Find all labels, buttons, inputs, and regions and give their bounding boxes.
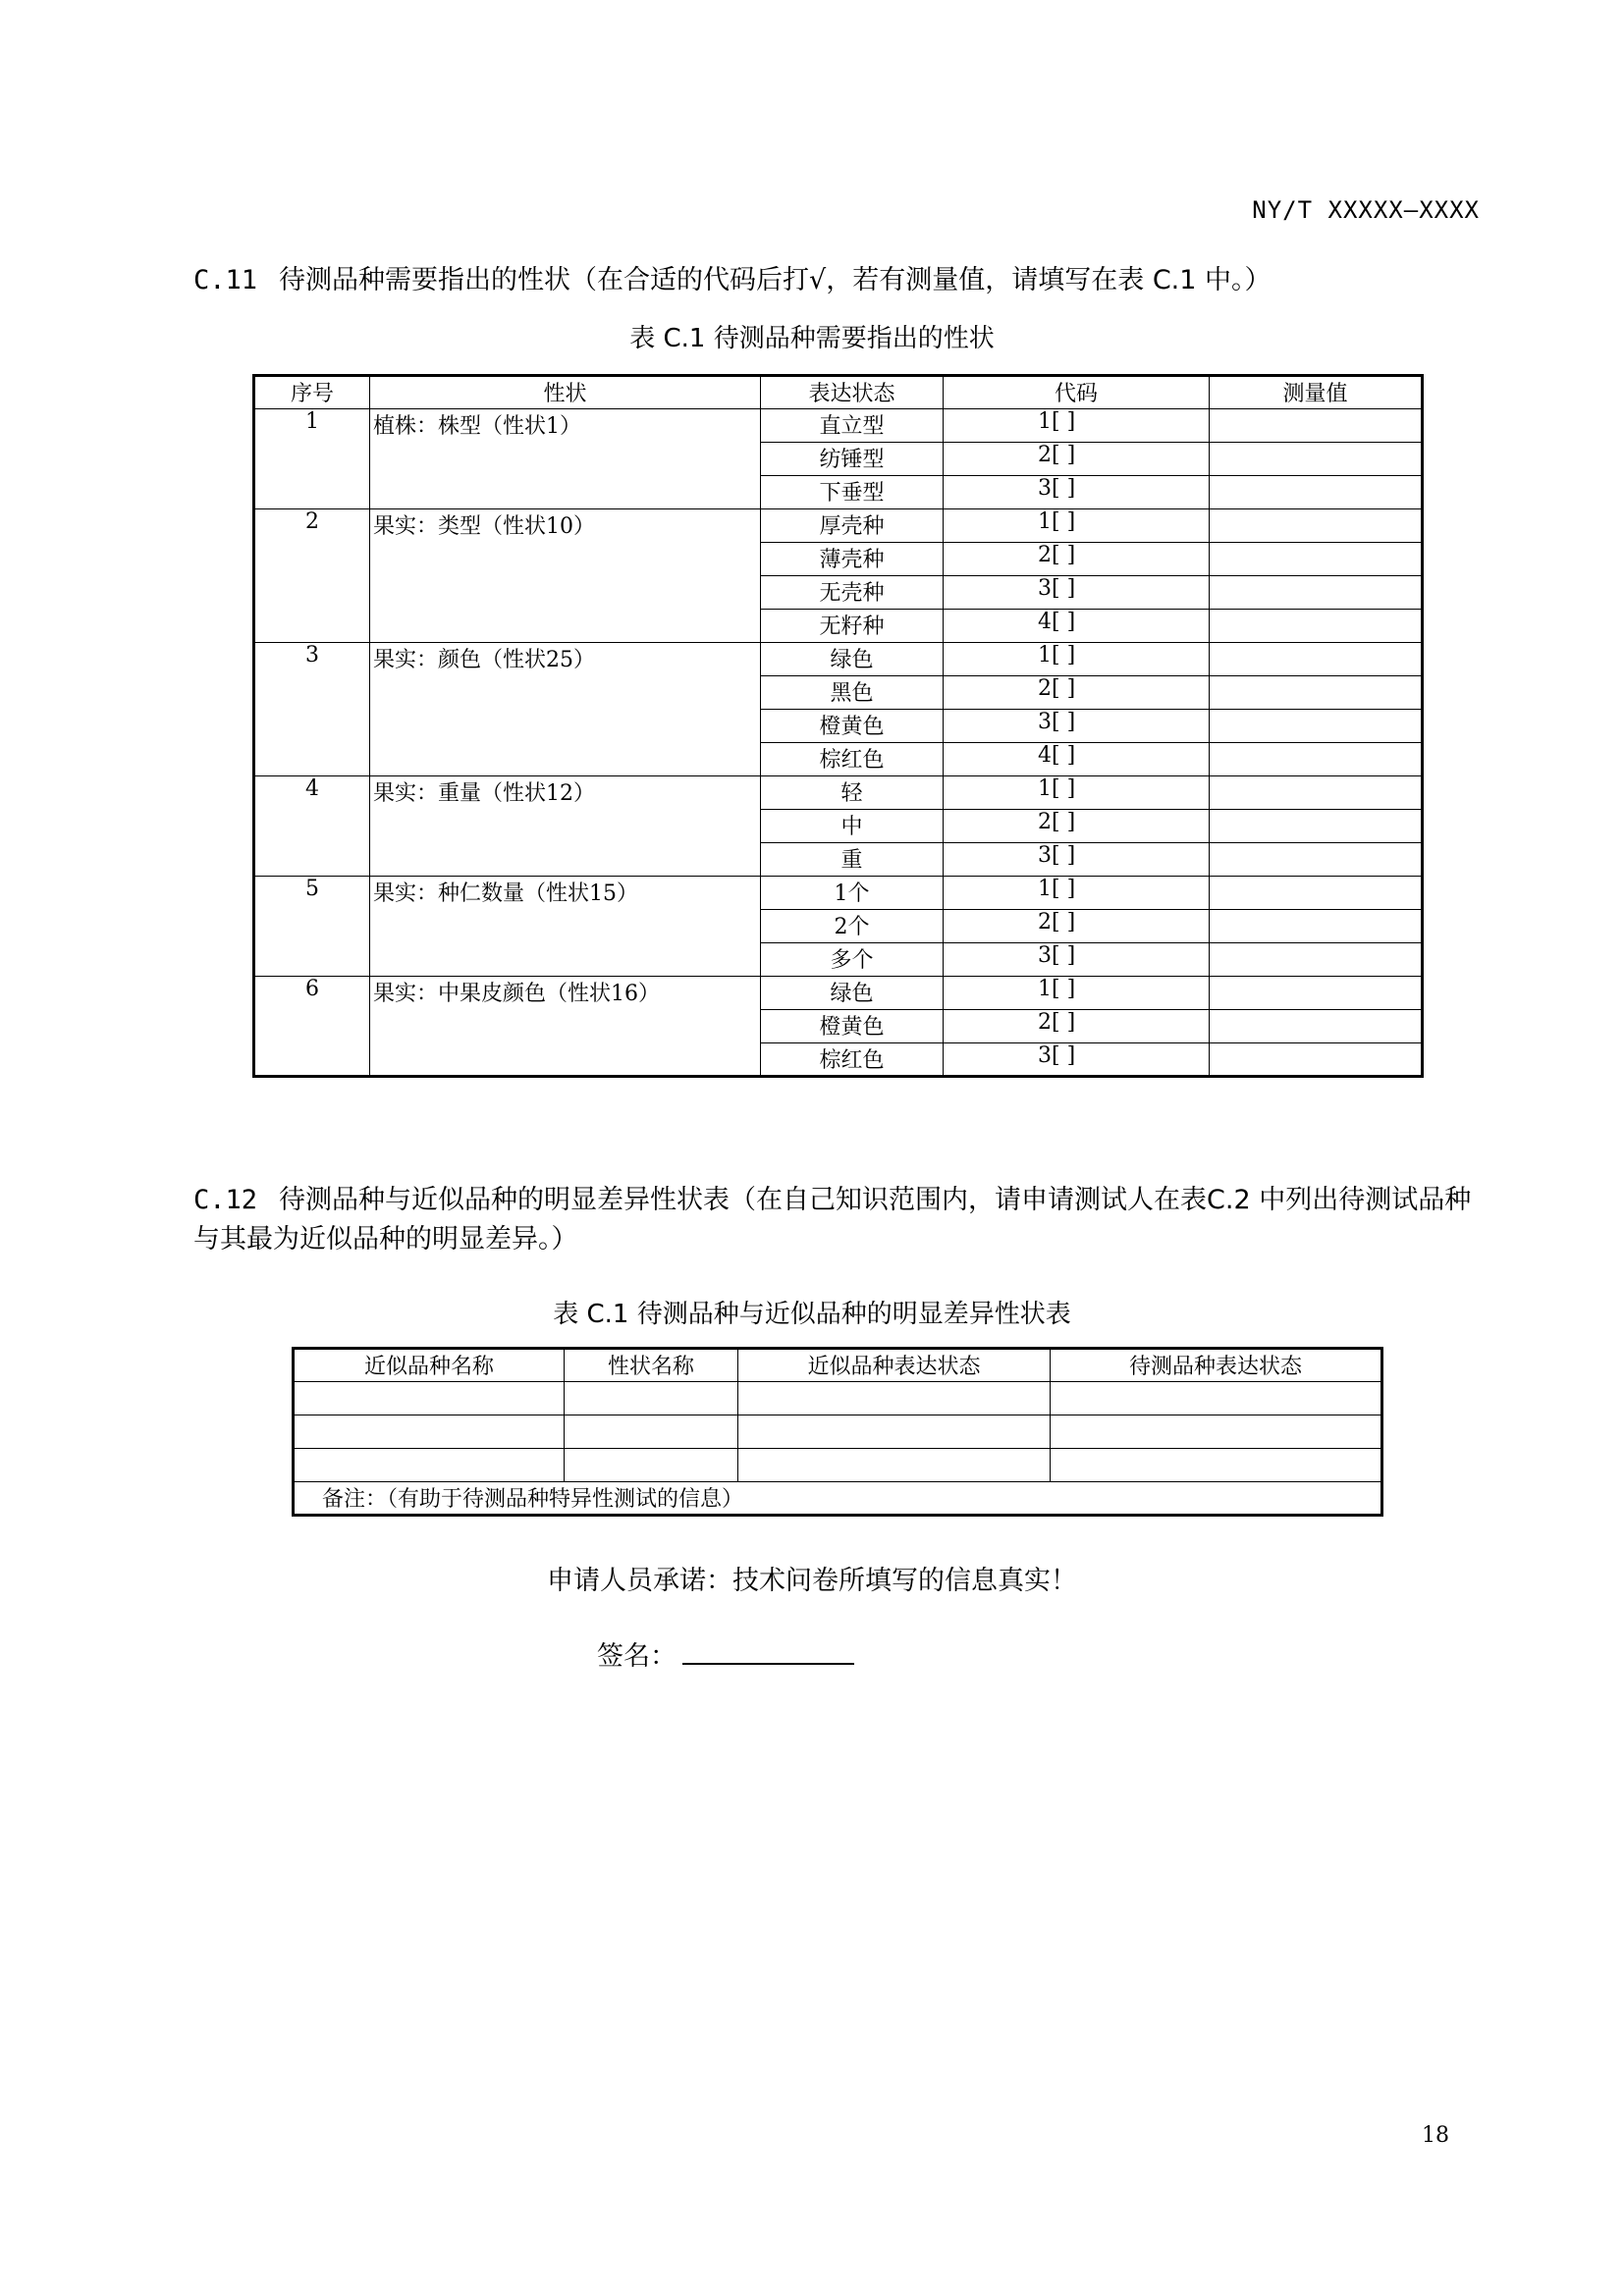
difference-table-header-row: [294, 1349, 1382, 1382]
trait-state-row: [254, 776, 1423, 810]
code-checkbox-cell[interactable]: 1[ ]: [944, 509, 1210, 543]
code-checkbox-cell[interactable]: 1[ ]: [944, 643, 1210, 676]
trait-number: 1: [254, 409, 370, 509]
measured-value-cell[interactable]: [1210, 943, 1423, 977]
trait-name: 果实：颜色（性状25）: [370, 643, 761, 776]
expression-state: 重: [761, 843, 944, 877]
expression-state: 直立型: [761, 409, 944, 443]
code-checkbox-cell[interactable]: 2[ ]: [944, 810, 1210, 843]
measured-value-cell[interactable]: [1210, 610, 1423, 643]
table1-caption: 表 C.1 待测品种需要指出的性状: [629, 324, 995, 353]
trait-state-row: [254, 877, 1423, 910]
header-trait: 性状: [370, 376, 761, 409]
code-checkbox-cell[interactable]: 1[ ]: [944, 409, 1210, 443]
expression-state: 下垂型: [761, 476, 944, 509]
expression-state: 无籽种: [761, 610, 944, 643]
trait-number: 6: [254, 977, 370, 1077]
trait-state-row: [254, 643, 1423, 676]
traits-table-body: [254, 409, 1423, 1077]
expression-state: 多个: [761, 943, 944, 977]
expression-state: 绿色: [761, 643, 944, 676]
measured-value-cell[interactable]: [1210, 509, 1423, 543]
trait-number: 3: [254, 643, 370, 776]
code-checkbox-cell[interactable]: 2[ ]: [944, 910, 1210, 943]
remark-row: [294, 1482, 1382, 1516]
trait-number: 4: [254, 776, 370, 877]
expression-state: 2个: [761, 910, 944, 943]
expression-state: 黑色: [761, 676, 944, 710]
code-checkbox-cell[interactable]: 3[ ]: [944, 476, 1210, 509]
code-checkbox-cell[interactable]: 2[ ]: [944, 676, 1210, 710]
measured-value-cell[interactable]: [1210, 543, 1423, 576]
measured-value-cell[interactable]: [1210, 743, 1423, 776]
difference-row: [294, 1449, 1382, 1482]
applicant-pledge: 申请人员承诺：技术问卷所填写的信息真实！: [547, 1566, 1077, 1596]
traits-table-header-row: [254, 376, 1423, 409]
trait-name: 果实：重量（性状12）: [370, 776, 761, 877]
expression-state: 中: [761, 810, 944, 843]
measured-value-cell[interactable]: [1210, 576, 1423, 610]
difference-row: [294, 1415, 1382, 1449]
measured-value-cell[interactable]: [1210, 843, 1423, 877]
code-checkbox-cell[interactable]: 4[ ]: [944, 743, 1210, 776]
difference-table-body: [294, 1382, 1382, 1516]
measured-value-cell[interactable]: [1210, 810, 1423, 843]
expression-state: 轻: [761, 776, 944, 810]
trait-name: 植株：株型（性状1）: [370, 409, 761, 509]
difference-cell[interactable]: [294, 1382, 565, 1415]
section-c12-number: C.12: [193, 1185, 258, 1215]
difference-cell[interactable]: [294, 1415, 565, 1449]
header-no: 序号: [254, 376, 370, 409]
trait-name: 果实：种仁数量（性状15）: [370, 877, 761, 977]
difference-table: [292, 1347, 1383, 1517]
code-checkbox-cell[interactable]: 2[ ]: [944, 443, 1210, 476]
measured-value-cell[interactable]: [1210, 676, 1423, 710]
measured-value-cell[interactable]: [1210, 710, 1423, 743]
measured-value-cell[interactable]: [1210, 910, 1423, 943]
code-checkbox-cell[interactable]: 1[ ]: [944, 877, 1210, 910]
code-checkbox-cell[interactable]: 1[ ]: [944, 776, 1210, 810]
difference-cell[interactable]: [565, 1449, 738, 1482]
header-trait-name: 性状名称: [565, 1349, 738, 1382]
difference-cell[interactable]: [1051, 1415, 1382, 1449]
code-checkbox-cell[interactable]: 2[ ]: [944, 1010, 1210, 1043]
measured-value-cell[interactable]: [1210, 977, 1423, 1010]
signature-line[interactable]: [682, 1637, 854, 1665]
code-checkbox-cell[interactable]: 3[ ]: [944, 576, 1210, 610]
expression-state: 无壳种: [761, 576, 944, 610]
header-candidate-state: 待测品种表达状态: [1051, 1349, 1382, 1382]
measured-value-cell[interactable]: [1210, 409, 1423, 443]
measured-value-cell[interactable]: [1210, 776, 1423, 810]
code-checkbox-cell[interactable]: 3[ ]: [944, 1043, 1210, 1077]
difference-cell[interactable]: [1051, 1382, 1382, 1415]
section-c12-text: 待测品种与近似品种的明显差异性状表（在自己知识范围内，请申请测试人在表C.2 中列出待测试品种与其最为近似品种的明显差异。）: [193, 1185, 1472, 1255]
header-similar-state: 近似品种表达状态: [738, 1349, 1051, 1382]
remark-cell[interactable]: 备注：（有助于待测品种特异性测试的信息）: [294, 1482, 1382, 1516]
expression-state: 1个: [761, 877, 944, 910]
expression-state: 厚壳种: [761, 509, 944, 543]
code-checkbox-cell[interactable]: 2[ ]: [944, 543, 1210, 576]
expression-state: 橙黄色: [761, 1010, 944, 1043]
measured-value-cell[interactable]: [1210, 443, 1423, 476]
code-checkbox-cell[interactable]: 3[ ]: [944, 843, 1210, 877]
header-code: 代码: [944, 376, 1210, 409]
page-number: 18: [1422, 2123, 1449, 2148]
code-checkbox-cell[interactable]: 3[ ]: [944, 943, 1210, 977]
code-checkbox-cell[interactable]: 3[ ]: [944, 710, 1210, 743]
trait-state-row: [254, 409, 1423, 443]
difference-row: [294, 1382, 1382, 1415]
measured-value-cell[interactable]: [1210, 877, 1423, 910]
signature-label: 签名：: [597, 1641, 677, 1672]
trait-state-row: [254, 977, 1423, 1010]
expression-state: 棕红色: [761, 1043, 944, 1077]
table2-caption: 表 C.1 待测品种与近似品种的明显差异性状表: [553, 1300, 1071, 1329]
difference-cell[interactable]: [565, 1415, 738, 1449]
measured-value-cell[interactable]: [1210, 1010, 1423, 1043]
difference-cell[interactable]: [738, 1415, 1051, 1449]
section-c11-heading: [193, 261, 1272, 300]
trait-name: 果实：类型（性状10）: [370, 509, 761, 643]
expression-state: 绿色: [761, 977, 944, 1010]
trait-number: 5: [254, 877, 370, 977]
section-c11-text: 待测品种需要指出的性状（在合适的代码后打√，若有测量值，请填写在表 C.1 中。）: [279, 265, 1272, 295]
section-c11-number: C.11: [193, 265, 258, 295]
expression-state: 薄壳种: [761, 543, 944, 576]
measured-value-cell[interactable]: [1210, 476, 1423, 509]
code-checkbox-cell[interactable]: 4[ ]: [944, 610, 1210, 643]
header-similar-variety: 近似品种名称: [294, 1349, 565, 1382]
expression-state: 橙黄色: [761, 710, 944, 743]
measured-value-cell[interactable]: [1210, 643, 1423, 676]
difference-cell[interactable]: [738, 1382, 1051, 1415]
code-checkbox-cell[interactable]: 1[ ]: [944, 977, 1210, 1010]
section-c12-heading: [193, 1181, 1480, 1259]
difference-cell[interactable]: [1051, 1449, 1382, 1482]
trait-name: 果实：中果皮颜色（性状16）: [370, 977, 761, 1077]
measured-value-cell[interactable]: [1210, 1043, 1423, 1077]
expression-state: 纺锤型: [761, 443, 944, 476]
header-measured-value: 测量值: [1210, 376, 1423, 409]
difference-cell[interactable]: [294, 1449, 565, 1482]
signature-area: [597, 1634, 854, 1673]
trait-number: 2: [254, 509, 370, 643]
trait-state-row: [254, 509, 1423, 543]
difference-cell[interactable]: [565, 1382, 738, 1415]
document-code: NY/T XXXXX—XXXX: [1252, 196, 1480, 224]
expression-state: 棕红色: [761, 743, 944, 776]
traits-table: [252, 374, 1424, 1078]
header-state: 表达状态: [761, 376, 944, 409]
difference-cell[interactable]: [738, 1449, 1051, 1482]
